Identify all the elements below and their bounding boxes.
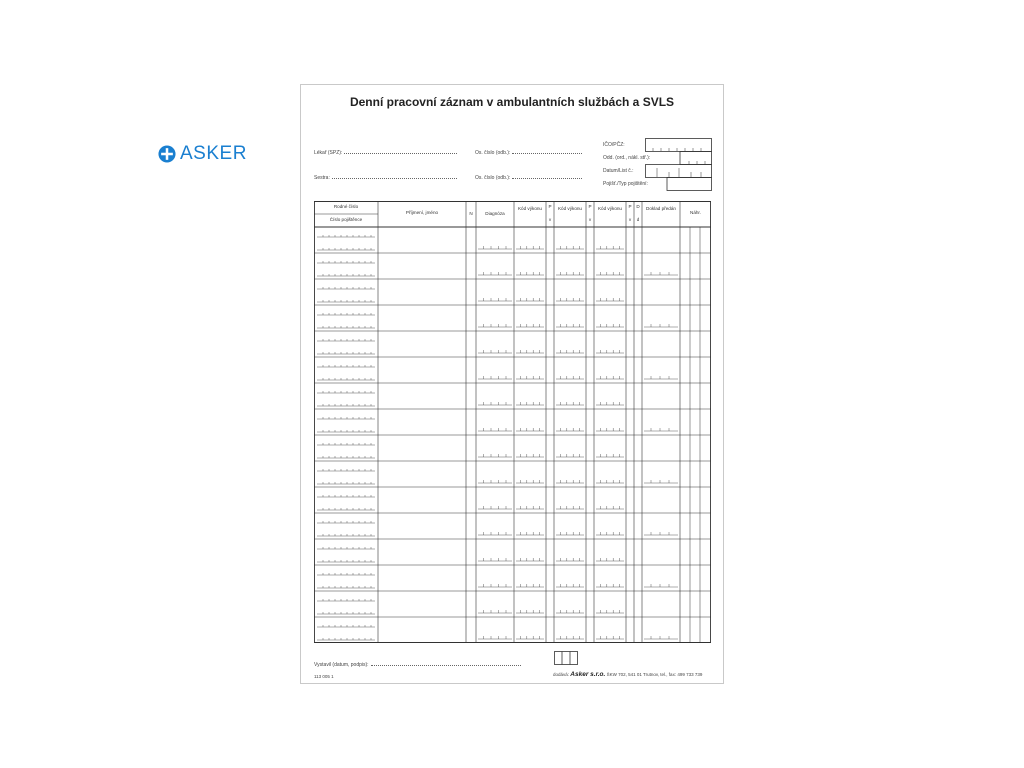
field-odd: Odd. (ord., nákl. stř.): (603, 155, 651, 161)
header-code-boxes (645, 138, 712, 191)
form-title: Denní pracovní záznam v ambulantních službách a SVLS (349, 95, 675, 109)
col-rodne-cislo: Rodné číslo (333, 204, 359, 209)
footer-checkboxes (554, 651, 578, 665)
col-p-3: P (628, 204, 632, 209)
footer-form-code: 113 005 1 (314, 674, 334, 679)
col-diagnoza: Diagnóza (485, 211, 505, 216)
asker-cross-icon (158, 145, 176, 163)
footer-supplier: dodává: Asker s.r.o. ŠKW 702, 541 01 Trutnov, tel., fax: 499 733 739 (553, 671, 703, 678)
col-doklad: Doklad předán (646, 206, 676, 211)
records-table (314, 201, 711, 643)
field-ico: IČO/PČZ: (603, 142, 625, 148)
col-kod-vykonu-3: Kód výkonu (597, 206, 622, 211)
col-v-2: v (588, 217, 592, 222)
form-sheet (300, 84, 724, 684)
asker-logo (158, 143, 247, 165)
col-kod-vykonu-1: Kód výkonu (517, 206, 542, 211)
field-lekar: Lékař (SPZ): (314, 149, 457, 156)
field-os-cislo-1: Os. číslo (odb.): (475, 149, 582, 156)
field-os-cislo-2: Os. číslo (odb.): (475, 174, 582, 181)
col-d-upper: D (636, 204, 640, 209)
col-p-1: P (548, 204, 552, 209)
field-datum-list: Datum/List č.: (603, 168, 634, 174)
field-sestra: Sestra: (314, 174, 457, 181)
col-prijmeni: Příjmení, jméno (405, 210, 439, 215)
col-v-1: v (548, 217, 552, 222)
col-p-2: P (588, 204, 592, 209)
footer-vystavil: Vystavil (datum, podpis): (314, 661, 521, 668)
logo-text: ASKER (180, 143, 247, 164)
field-pojist: Pojišť./Typ pojištění: (603, 181, 648, 187)
col-d-lower: d (636, 217, 640, 222)
col-nahr: Náhr. (690, 210, 701, 215)
supplier-brand: Asker s.r.o. (570, 671, 606, 678)
col-cislo-pojistence: Číslo pojištěnce (329, 217, 363, 222)
col-v-3: v (628, 217, 632, 222)
col-kod-vykonu-2: Kód výkonu (557, 206, 582, 211)
col-n: N (469, 211, 473, 216)
